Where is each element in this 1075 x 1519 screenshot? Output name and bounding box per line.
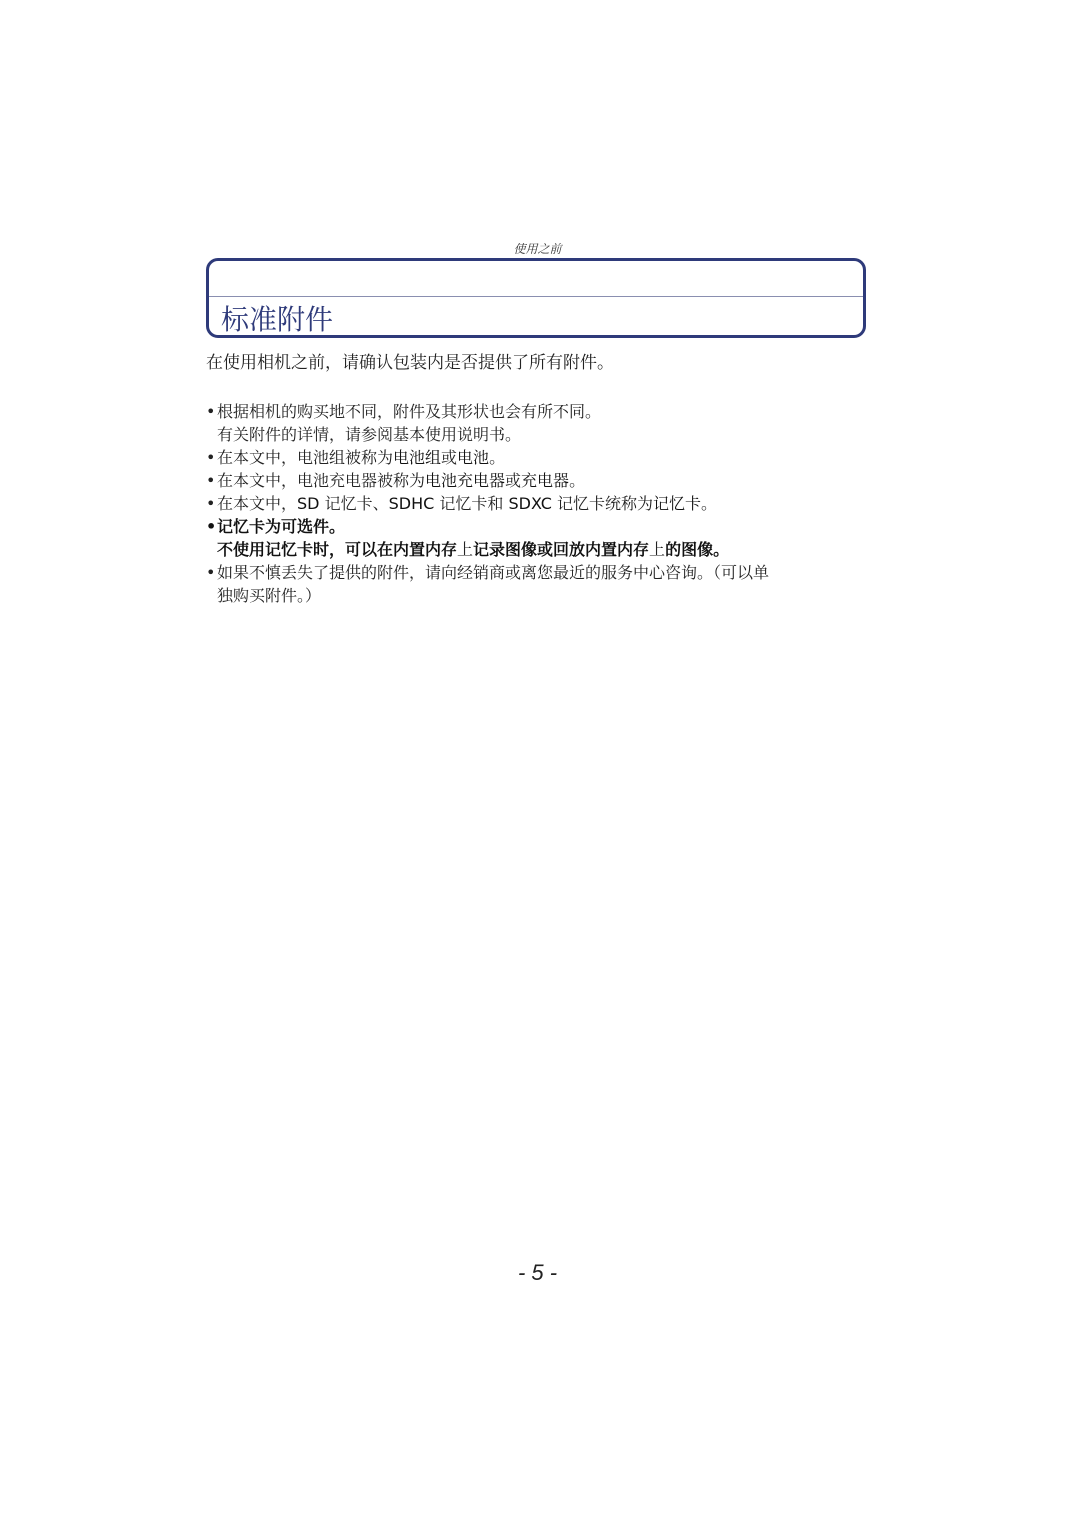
intro-paragraph: 在使用相机之前，请确认包装内是否提供了所有附件。 xyxy=(206,353,614,373)
term-charger: 充电器 xyxy=(521,471,570,490)
bullet-icon: • xyxy=(206,402,216,421)
term-sd: SD xyxy=(297,494,320,513)
note-text: 记忆卡、 xyxy=(319,494,389,513)
bullet-icon: • xyxy=(206,471,216,490)
note-item xyxy=(206,400,866,446)
note-text: 或 xyxy=(441,448,458,467)
section-title-box xyxy=(206,258,866,338)
note-text: 在本文中，电池组被称为 xyxy=(217,448,394,467)
note-text: 在本文中，电池充电器被称为 xyxy=(217,471,426,490)
notes-list xyxy=(206,400,866,607)
term-battery: 电池 xyxy=(457,448,490,467)
note-text: 如果不慎丢失了提供的附件，请向经销商或离您最近的服务中心咨询。（可以单 xyxy=(217,563,770,582)
note-text: 。 xyxy=(701,494,718,513)
term-memory-card: 记忆卡 xyxy=(653,494,702,513)
note-text: 记忆卡统称为 xyxy=(551,494,654,513)
term-battery-charger: 电池充电器 xyxy=(425,471,506,490)
term-battery-pack: 电池组 xyxy=(393,448,442,467)
note-text-continued: 独购买附件。） xyxy=(217,586,322,605)
note-item xyxy=(206,492,866,515)
note-text: 或 xyxy=(505,471,522,490)
note-text: 记忆卡和 xyxy=(434,494,509,513)
bullet-icon: • xyxy=(206,494,216,513)
note-text: 。 xyxy=(489,448,506,467)
term-sdxc: SDXC xyxy=(508,494,552,513)
note-text: 记忆卡为可选件。 xyxy=(217,517,346,536)
note-text: 。 xyxy=(569,471,586,490)
term-sdhc: SDHC xyxy=(388,494,435,513)
note-text-continued: 不使用记忆卡时，可以在内置内存上记录图像或回放内置内存上的图像。 xyxy=(217,540,730,559)
note-text: 在本文中， xyxy=(217,494,298,513)
note-text: 根据相机的购买地不同，附件及其形状也会有所不同。 xyxy=(217,402,602,421)
bullet-icon: • xyxy=(206,517,217,536)
running-header: 使用之前 xyxy=(513,242,562,256)
note-item xyxy=(206,446,866,469)
page-number: - 5 - xyxy=(517,1260,558,1285)
bullet-icon: • xyxy=(206,563,216,582)
bullet-icon: • xyxy=(206,448,216,467)
note-item xyxy=(206,561,866,607)
title-box-divider xyxy=(209,296,863,297)
note-text-continued: 有关附件的详情，请参阅基本使用说明书。 xyxy=(217,425,522,444)
section-title: 标准附件 xyxy=(221,303,334,336)
note-item-important xyxy=(206,515,866,561)
note-item xyxy=(206,469,866,492)
